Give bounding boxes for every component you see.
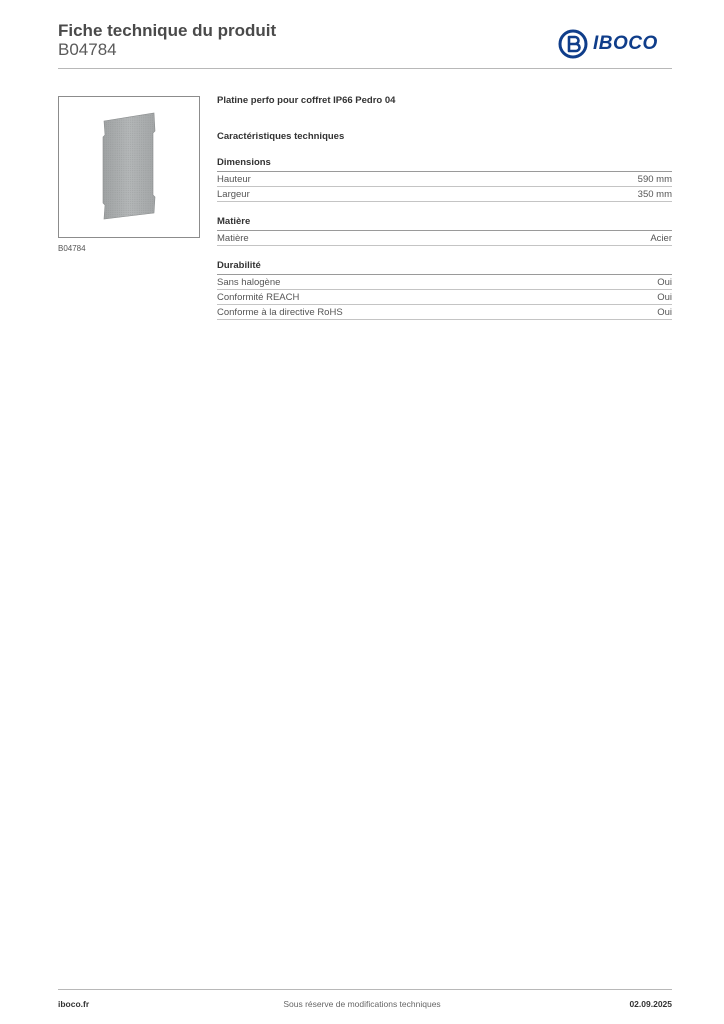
brand-logo [558, 28, 674, 60]
spec-row [217, 290, 672, 305]
spec-label: Hauteur [217, 173, 251, 185]
footer-date: 02.09.2025 [629, 999, 672, 1009]
spec-label: Largeur [217, 188, 250, 200]
product-details [217, 95, 672, 320]
spec-value: Acier [650, 232, 672, 244]
logo-wordmark: IBOCO [593, 33, 658, 54]
iboco-logo-icon [558, 29, 588, 59]
spec-row [217, 187, 672, 202]
spec-value: 590 mm [637, 173, 672, 185]
spec-row [217, 172, 672, 187]
page-title: Fiche technique du produit [58, 21, 277, 40]
section-title-dimensions: Dimensions [217, 157, 672, 172]
footer-divider [58, 989, 672, 990]
spec-row [217, 275, 672, 290]
spec-value: 350 mm [637, 188, 672, 200]
spec-row [217, 305, 672, 320]
spec-row [217, 231, 672, 246]
spec-value: Oui [657, 291, 672, 303]
spec-label: Conforme à la directive RoHS [217, 306, 343, 318]
header-divider [58, 68, 672, 69]
section-title-durabilite: Durabilité [217, 260, 672, 275]
product-name: Platine perfo pour coffret IP66 Pedro 04 [217, 95, 396, 106]
spec-label: Conformité REACH [217, 291, 300, 303]
spec-value: Oui [657, 306, 672, 318]
spec-label: Matière [217, 232, 249, 244]
spec-label: Sans halogène [217, 276, 281, 288]
mounting-plate-image [59, 97, 199, 237]
footer-notice: Sous réserve de modifications techniques [283, 999, 441, 1009]
footer-website[interactable]: iboco.fr [58, 999, 90, 1009]
spec-value: Oui [657, 276, 672, 288]
image-caption: B04784 [58, 244, 86, 253]
product-code: B04784 [58, 40, 117, 59]
section-title-matiere: Matière [217, 216, 672, 231]
technical-specs-heading: Caractéristiques techniques [217, 131, 345, 142]
product-image-frame [58, 96, 200, 238]
